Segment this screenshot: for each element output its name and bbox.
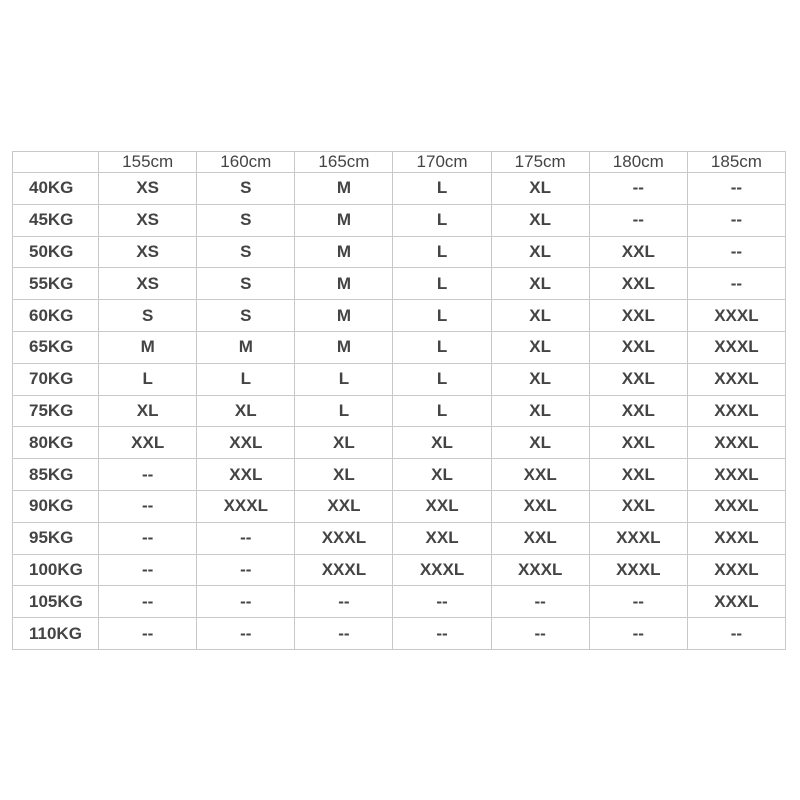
size-cell: XL bbox=[491, 395, 589, 427]
size-cell: XXL bbox=[589, 268, 687, 300]
size-cell: XS bbox=[99, 236, 197, 268]
header-row bbox=[13, 152, 786, 173]
table-row bbox=[13, 459, 786, 491]
size-cell: XXXL bbox=[589, 554, 687, 586]
table-row bbox=[13, 300, 786, 332]
size-cell: -- bbox=[99, 522, 197, 554]
size-cell: -- bbox=[295, 586, 393, 618]
table-row bbox=[13, 522, 786, 554]
table-row bbox=[13, 268, 786, 300]
size-cell: XXL bbox=[197, 459, 295, 491]
size-cell: XXL bbox=[589, 331, 687, 363]
size-cell: -- bbox=[99, 586, 197, 618]
size-cell: XXXL bbox=[295, 554, 393, 586]
size-cell: XXL bbox=[589, 395, 687, 427]
size-cell: M bbox=[295, 331, 393, 363]
size-cell: XXXL bbox=[295, 522, 393, 554]
table-row bbox=[13, 586, 786, 618]
table-row bbox=[13, 427, 786, 459]
size-cell: XL bbox=[393, 459, 491, 491]
size-cell: XXL bbox=[589, 363, 687, 395]
row-header-weight: 70KG bbox=[13, 363, 99, 395]
column-header-height: 165cm bbox=[295, 152, 393, 173]
size-cell: XS bbox=[99, 204, 197, 236]
size-cell: XXXL bbox=[589, 522, 687, 554]
size-cell: XXL bbox=[589, 490, 687, 522]
row-header-weight: 80KG bbox=[13, 427, 99, 459]
column-header-height: 160cm bbox=[197, 152, 295, 173]
size-cell: -- bbox=[687, 618, 785, 650]
size-cell: -- bbox=[393, 586, 491, 618]
size-cell: L bbox=[295, 395, 393, 427]
size-cell: XXXL bbox=[491, 554, 589, 586]
size-cell: -- bbox=[197, 522, 295, 554]
table-row bbox=[13, 490, 786, 522]
size-cell: -- bbox=[589, 618, 687, 650]
table-row bbox=[13, 204, 786, 236]
size-cell: -- bbox=[687, 236, 785, 268]
size-cell: M bbox=[295, 236, 393, 268]
size-cell: XXXL bbox=[197, 490, 295, 522]
size-cell: XXL bbox=[393, 522, 491, 554]
size-cell: -- bbox=[589, 204, 687, 236]
size-cell: XL bbox=[491, 363, 589, 395]
corner-cell bbox=[13, 152, 99, 173]
table-row bbox=[13, 395, 786, 427]
size-cell: XXL bbox=[589, 300, 687, 332]
size-cell: XXXL bbox=[687, 522, 785, 554]
size-cell: M bbox=[99, 331, 197, 363]
size-cell: L bbox=[393, 173, 491, 205]
size-cell: XL bbox=[491, 331, 589, 363]
size-cell: XXL bbox=[589, 236, 687, 268]
size-cell: XXL bbox=[589, 427, 687, 459]
size-cell: -- bbox=[99, 554, 197, 586]
size-cell: -- bbox=[687, 204, 785, 236]
column-header-height: 180cm bbox=[589, 152, 687, 173]
size-cell: XL bbox=[295, 459, 393, 491]
size-cell: XXXL bbox=[687, 490, 785, 522]
size-cell: -- bbox=[197, 618, 295, 650]
size-cell: XXXL bbox=[687, 554, 785, 586]
column-header-height: 170cm bbox=[393, 152, 491, 173]
table-row bbox=[13, 331, 786, 363]
size-cell: L bbox=[99, 363, 197, 395]
table-body bbox=[13, 173, 786, 650]
size-cell: -- bbox=[687, 268, 785, 300]
size-cell: -- bbox=[295, 618, 393, 650]
size-cell: S bbox=[197, 300, 295, 332]
size-cell: XXXL bbox=[393, 554, 491, 586]
size-cell: XXL bbox=[491, 459, 589, 491]
size-cell: -- bbox=[197, 586, 295, 618]
size-cell: M bbox=[295, 204, 393, 236]
size-cell: XL bbox=[491, 268, 589, 300]
size-cell: -- bbox=[99, 490, 197, 522]
size-cell: XL bbox=[491, 300, 589, 332]
row-header-weight: 75KG bbox=[13, 395, 99, 427]
size-cell: XS bbox=[99, 268, 197, 300]
size-cell: L bbox=[393, 331, 491, 363]
size-cell: S bbox=[197, 204, 295, 236]
size-cell: M bbox=[197, 331, 295, 363]
size-cell: XXXL bbox=[687, 363, 785, 395]
size-cell: L bbox=[393, 268, 491, 300]
column-header-height: 155cm bbox=[99, 152, 197, 173]
size-cell: XXXL bbox=[687, 331, 785, 363]
size-cell: M bbox=[295, 268, 393, 300]
size-cell: XXL bbox=[491, 522, 589, 554]
size-cell: XL bbox=[197, 395, 295, 427]
size-cell: L bbox=[197, 363, 295, 395]
row-header-weight: 55KG bbox=[13, 268, 99, 300]
row-header-weight: 60KG bbox=[13, 300, 99, 332]
size-cell: XXXL bbox=[687, 427, 785, 459]
size-cell: XXXL bbox=[687, 395, 785, 427]
size-cell: -- bbox=[687, 173, 785, 205]
size-cell: XL bbox=[393, 427, 491, 459]
table-row bbox=[13, 173, 786, 205]
table-row bbox=[13, 363, 786, 395]
size-cell: XXXL bbox=[687, 459, 785, 491]
size-cell: M bbox=[295, 173, 393, 205]
size-cell: -- bbox=[491, 586, 589, 618]
size-cell: L bbox=[295, 363, 393, 395]
size-cell: -- bbox=[589, 586, 687, 618]
row-header-weight: 45KG bbox=[13, 204, 99, 236]
row-header-weight: 95KG bbox=[13, 522, 99, 554]
size-cell: S bbox=[197, 268, 295, 300]
size-cell: -- bbox=[197, 554, 295, 586]
size-cell: L bbox=[393, 300, 491, 332]
size-cell: -- bbox=[99, 618, 197, 650]
size-cell: XXXL bbox=[687, 300, 785, 332]
size-cell: L bbox=[393, 363, 491, 395]
size-cell: -- bbox=[393, 618, 491, 650]
size-cell: XXL bbox=[99, 427, 197, 459]
size-cell: XL bbox=[491, 173, 589, 205]
row-header-weight: 100KG bbox=[13, 554, 99, 586]
size-cell: M bbox=[295, 300, 393, 332]
row-header-weight: 85KG bbox=[13, 459, 99, 491]
size-cell: XL bbox=[295, 427, 393, 459]
size-cell: XL bbox=[491, 204, 589, 236]
row-header-weight: 40KG bbox=[13, 173, 99, 205]
size-chart-table bbox=[12, 151, 786, 650]
size-cell: L bbox=[393, 395, 491, 427]
table-row bbox=[13, 618, 786, 650]
size-cell: XXL bbox=[589, 459, 687, 491]
size-cell: S bbox=[99, 300, 197, 332]
size-cell: XXL bbox=[491, 490, 589, 522]
size-cell: -- bbox=[589, 173, 687, 205]
size-cell: XL bbox=[99, 395, 197, 427]
row-header-weight: 90KG bbox=[13, 490, 99, 522]
table-row bbox=[13, 554, 786, 586]
size-cell: XXXL bbox=[687, 586, 785, 618]
size-cell: XXL bbox=[197, 427, 295, 459]
size-cell: XS bbox=[99, 173, 197, 205]
size-cell: S bbox=[197, 236, 295, 268]
size-cell: L bbox=[393, 204, 491, 236]
table-header bbox=[13, 152, 786, 173]
row-header-weight: 105KG bbox=[13, 586, 99, 618]
size-cell: -- bbox=[99, 459, 197, 491]
size-cell: XXL bbox=[393, 490, 491, 522]
size-cell: S bbox=[197, 173, 295, 205]
size-cell: XXL bbox=[295, 490, 393, 522]
size-cell: XL bbox=[491, 427, 589, 459]
size-cell: XL bbox=[491, 236, 589, 268]
column-header-height: 185cm bbox=[687, 152, 785, 173]
row-header-weight: 50KG bbox=[13, 236, 99, 268]
size-cell: -- bbox=[491, 618, 589, 650]
row-header-weight: 65KG bbox=[13, 331, 99, 363]
column-header-height: 175cm bbox=[491, 152, 589, 173]
row-header-weight: 110KG bbox=[13, 618, 99, 650]
size-cell: L bbox=[393, 236, 491, 268]
table-row bbox=[13, 236, 786, 268]
